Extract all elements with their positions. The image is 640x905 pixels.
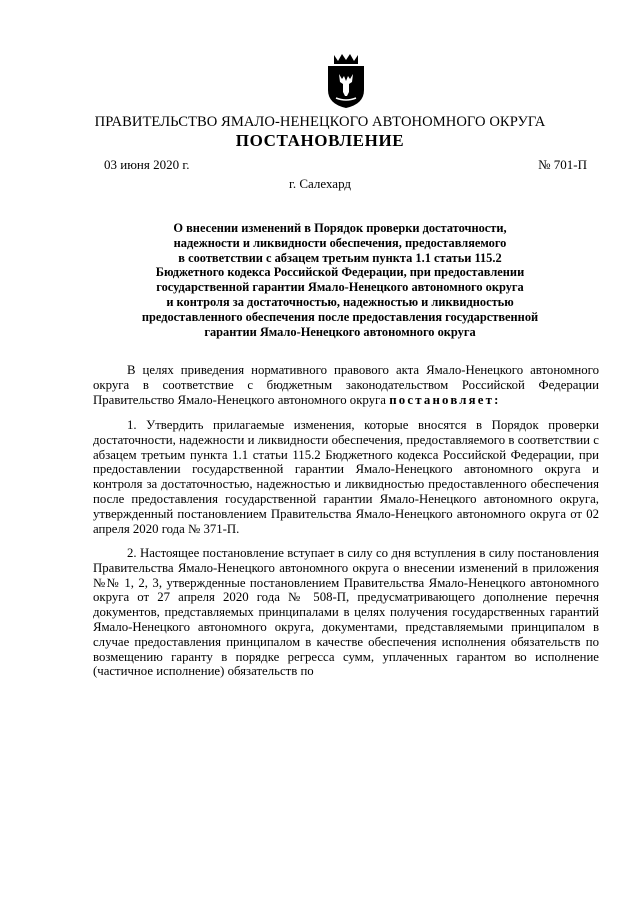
preamble-paragraph [93,363,599,407]
title-line: гарантии Ямало-Ненецкого автономного округа [204,324,476,339]
item-2-text: 2. Настоящее постановление вступает в силу со дня вступления в силу постановления Правительства Ямало-Ненецкого автономного округа о внесении изменений в приложения №№ 1, 2, 3, утвержденные постановлением Правительства Ямало-Ненецкого автономного округа от 27 апреля 2020 года № 508-П, предусматривающего дополнение перечня документов, представляемых принципалами в целях получения государственных гарантий Ямало-Ненецкого автономного округа, документами, представляемыми принципалом в случае предоставления принципалом в качестве обеспечения исполнения обязательств по возмещению гаранту в порядке регресса сумм, уплаченных гарантом во исполнение (частичное исполнение) обязательств по [93,546,599,679]
item-2-paragraph [93,546,599,679]
item-1-paragraph [93,418,599,536]
title-line: государственной гарантии Ямало-Ненецкого автономного округа [156,280,524,295]
preamble-emphasis: постановляет: [389,392,501,407]
document-number: № 701-П [538,157,587,172]
title-line: надежности и ликвидности обеспечения, предоставляемого [173,235,507,250]
title-line: предоставленного обеспечения после предоставления государственной [141,309,539,324]
preamble-text: В целях приведения нормативного правового акта Ямало-Ненецкого автономного округа в соответствие с бюджетным законодательством Российской Федерации Правительство Ямало-Ненецкого автономного округа [93,363,599,407]
coat-of-arms-emblem [322,52,370,110]
document-city: г. Салехард [288,176,352,191]
document-type: ПОСТАНОВЛЕНИЕ [235,131,405,150]
title-line: и контроля за достаточностью, надежностью и ликвидностью [166,294,514,309]
title-line: в соответствии с абзацем третьим пункта 1.1 статьи 115.2 [178,250,502,265]
item-1-text: 1. Утвердить прилагаемые изменения, которые вносятся в Порядок проверки достаточности, надежности и ликвидности обеспечения, предоставляемого в соответствии с абзацем третьим пункта 1.1 статьи 115.2 Бюджетного кодекса Российской Федерации, при предоставлении государственной гарантии Ямало-Ненецкого автономного округа и контроля за достаточностью, надежностью и ликвидностью предоставленного обеспечения после предоставления государственной гарантии Ямало-Ненецкого автономного округа, утвержденный постановлением Правительства Ямало-Ненецкого автономного округа от 02 апреля 2020 года № 371-П. [93,418,599,536]
document-date: 03 июня 2020 г. [104,157,190,172]
title-line: Бюджетного кодекса Российской Федерации, при предоставлении [155,265,525,280]
document-title [104,221,576,339]
title-line: О внесении изменений в Порядок проверки достаточности, [173,221,507,235]
organization-name: ПРАВИТЕЛЬСТВО ЯМАЛО-НЕНЕЦКОГО АВТОНОМНОГО ОКРУГА [94,114,546,130]
